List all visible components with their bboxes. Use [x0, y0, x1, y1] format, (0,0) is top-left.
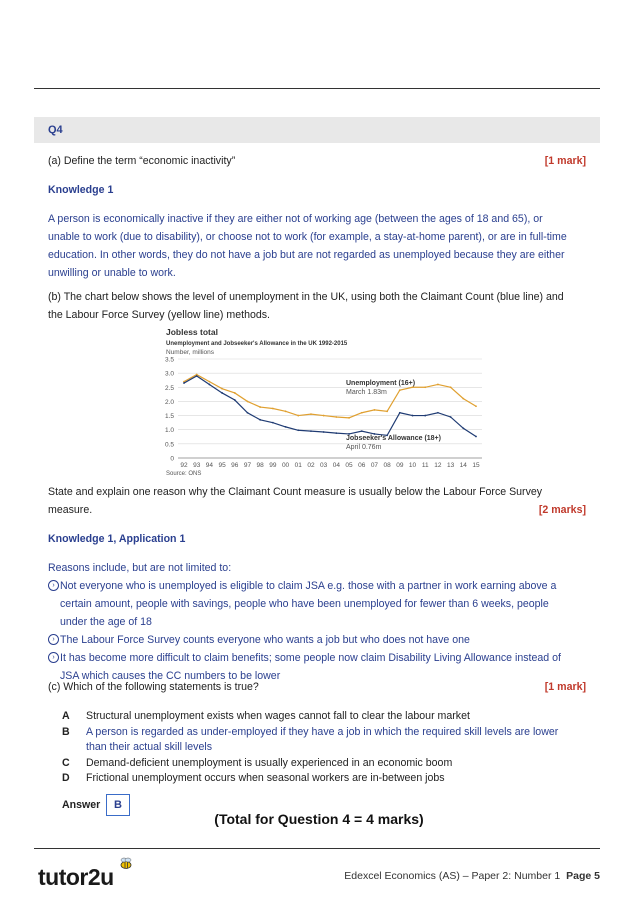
data-point: [437, 384, 439, 386]
answer-label: Answer: [62, 799, 101, 811]
intro-line: the Labour Force Survey (yellow line) methods.: [48, 309, 270, 321]
data-point: [462, 398, 464, 400]
series-label-unemployment: Unemployment (16+): [346, 380, 416, 387]
data-point: [221, 392, 223, 394]
reason-item: [48, 577, 588, 631]
data-point: [272, 422, 274, 424]
option-a: [62, 709, 592, 724]
x-tick-label: 00: [281, 462, 290, 469]
series-label-jsa: Jobseeker's Allowance (18+): [346, 435, 441, 442]
data-point: [374, 409, 376, 411]
data-point: [310, 430, 312, 432]
option-letter: B: [62, 726, 70, 738]
data-point: [196, 375, 198, 377]
series-note-unemployment: March 1.83m: [346, 389, 387, 396]
x-tick-label: 14: [459, 462, 467, 469]
data-point: [247, 401, 249, 403]
x-tick-label: 93: [193, 462, 201, 469]
x-tick-label: 96: [231, 462, 239, 469]
answer-line: unwilling or unable to work.: [48, 267, 176, 279]
question-line: measure.: [48, 504, 93, 516]
series-line-jsa: [184, 376, 476, 437]
data-point: [399, 389, 401, 391]
footer-rule: [34, 848, 600, 849]
data-point: [361, 412, 363, 414]
x-tick-label: 13: [446, 462, 455, 469]
chart-source: Source: ONS: [166, 471, 202, 477]
option-text: [86, 725, 586, 755]
part-b-intro: [48, 288, 588, 324]
data-point: [335, 416, 337, 418]
data-point: [234, 392, 236, 394]
data-point: [297, 429, 299, 431]
data-point: [335, 432, 337, 434]
option-line: A person is regarded as under-employed if they have a job in which the required skill levels are lower: [86, 726, 559, 738]
data-point: [475, 436, 477, 438]
x-tick-label: 94: [205, 462, 214, 469]
part-b-question: [48, 483, 588, 519]
x-tick-label: 95: [218, 462, 226, 469]
y-tick-label: 0.5: [164, 441, 174, 449]
y-tick-label: 3.0: [164, 370, 174, 378]
data-point: [208, 381, 210, 383]
data-point: [412, 415, 414, 417]
chart-subtitle: Unemployment and Jobseeker's Allowance in the UK 1992-2015: [166, 341, 348, 347]
data-point: [361, 430, 363, 432]
logo-text-2u: 2u: [87, 864, 114, 890]
reason-line: JSA which causes the CC numbers to be lower: [60, 670, 281, 682]
question-label: Q4: [48, 124, 63, 136]
data-point: [475, 405, 477, 407]
x-tick-label: 05: [345, 462, 353, 469]
x-tick-label: 09: [396, 462, 404, 469]
x-tick-label: 02: [307, 462, 315, 469]
data-point: [285, 410, 287, 412]
data-point: [272, 408, 274, 410]
data-point: [450, 416, 452, 418]
chart-title: Jobless total: [166, 327, 218, 337]
data-point: [323, 431, 325, 433]
total-marks: (Total for Question 4 = 4 marks): [214, 811, 424, 827]
data-point: [399, 412, 401, 414]
option-text: Demand-deficient unemployment is usually experienced in an economic boom: [86, 757, 453, 769]
y-tick-label: 1.5: [164, 413, 174, 421]
option-text: Structural unemployment exists when wages cannot fall to clear the labour market: [86, 710, 470, 722]
data-point: [259, 419, 261, 421]
chart-ylabel: Number, millions: [166, 349, 215, 356]
x-tick-label: 12: [434, 462, 442, 469]
reason-line: Not everyone who is unemployed is eligible to claim JSA e.g. those with a partner in work earning above a: [60, 580, 557, 592]
arrow-circle-icon: ›: [48, 652, 59, 663]
option-line: than their actual skill levels: [86, 741, 213, 753]
data-point: [450, 386, 452, 388]
x-tick-label: 11: [421, 462, 429, 469]
data-point: [310, 413, 312, 415]
part-b-heading: Knowledge 1, Application 1: [48, 533, 186, 545]
y-tick-label: 0: [170, 455, 174, 463]
logo-text: tutor: [38, 864, 88, 890]
option-text: Frictional unemployment occurs when seasonal workers are in-between jobs: [86, 772, 445, 784]
y-tick-label: 2.5: [164, 384, 174, 392]
series-note-jsa: April 0.76m: [346, 444, 382, 451]
option-c: [62, 756, 592, 771]
x-tick-label: 03: [320, 462, 328, 469]
x-tick-label: 06: [358, 462, 366, 469]
reason-item: [48, 631, 588, 649]
header-rule: [34, 88, 600, 89]
x-tick-label: 97: [243, 462, 252, 469]
data-point: [437, 412, 439, 414]
x-tick-label: 08: [383, 462, 391, 469]
reason-line: under the age of 18: [60, 616, 152, 628]
data-point: [348, 417, 350, 419]
data-point: [323, 415, 325, 417]
part-a-heading: Knowledge 1: [48, 184, 114, 196]
arrow-circle-icon: ›: [48, 634, 59, 645]
part-b-marks: [2 marks]: [538, 504, 586, 516]
data-point: [462, 427, 464, 429]
page-number: Page 5: [566, 870, 600, 882]
option-b: [62, 725, 592, 755]
data-point: [183, 382, 185, 384]
part-b-reasons: [48, 559, 588, 685]
intro-line: (b) The chart below shows the level of unemployment in the UK, using both the Claimant Count (blue line) and: [48, 291, 564, 303]
y-tick-label: 1.0: [164, 427, 174, 435]
tutor2u-logo: [38, 864, 114, 891]
x-tick-label: 99: [269, 462, 277, 469]
part-a-answer: [48, 210, 588, 282]
x-tick-label: 98: [256, 462, 264, 469]
x-tick-label: 01: [294, 462, 302, 469]
question-header: [34, 117, 600, 143]
jobless-chart: [148, 326, 488, 478]
answer-box: B: [106, 794, 130, 816]
footer-text: [344, 870, 600, 882]
reason-line: The Labour Force Survey counts everyone who wants a job but who does not have one: [60, 634, 470, 646]
x-tick-label: 15: [472, 462, 480, 469]
data-point: [297, 415, 299, 417]
part-c-marks: [1 mark]: [544, 681, 586, 693]
y-tick-label: 2.0: [164, 398, 174, 406]
answer-line: unable to work (due to disability), or choose not to work (for example, a stay-at-home parent), or are in full-time: [48, 231, 567, 243]
part-c-question: (c) Which of the following statements is true?: [48, 681, 259, 693]
x-tick-label: 04: [332, 462, 340, 469]
data-point: [285, 426, 287, 428]
part-a-marks: [1 mark]: [544, 155, 586, 167]
data-point: [208, 384, 210, 386]
data-point: [424, 386, 426, 388]
option-d: [62, 771, 592, 786]
data-point: [247, 412, 249, 414]
question-line: State and explain one reason why the Claimant Count measure is usually below the Labour Force Survey: [48, 486, 543, 498]
footer-title: Edexcel Economics (AS) – Paper 2: Number 1: [344, 870, 561, 882]
x-tick-label: 10: [408, 462, 417, 469]
arrow-circle-icon: ›: [48, 580, 59, 591]
reasons-intro: Reasons include, but are not limited to:: [48, 562, 232, 574]
option-letter: D: [62, 772, 70, 784]
part-a-question: (a) Define the term “economic inactivity”: [48, 155, 236, 167]
data-point: [221, 388, 223, 390]
x-tick-label: 07: [370, 462, 379, 469]
data-point: [386, 410, 388, 412]
option-letter: C: [62, 757, 70, 769]
data-point: [259, 406, 261, 408]
y-tick-label: 3.5: [164, 356, 174, 364]
bee-icon: [118, 856, 134, 872]
reason-line: It has become more difficult to claim benefits; some people now claim Disability Living Allowance instead of: [60, 652, 561, 664]
data-point: [234, 399, 236, 401]
x-tick-label: 92: [180, 462, 188, 469]
answer-line: education. In other words, they do not have a job but are not regarded as unemployed because they are either: [48, 249, 565, 261]
reason-line: certain amount, people with savings, people who have been unemployed for fewer than 6 weeks, people: [60, 598, 549, 610]
data-point: [424, 415, 426, 417]
option-letter: A: [62, 710, 70, 722]
answer-line: A person is economically inactive if they are either not of working age (between the ages of 18 and 65), or: [48, 213, 543, 225]
